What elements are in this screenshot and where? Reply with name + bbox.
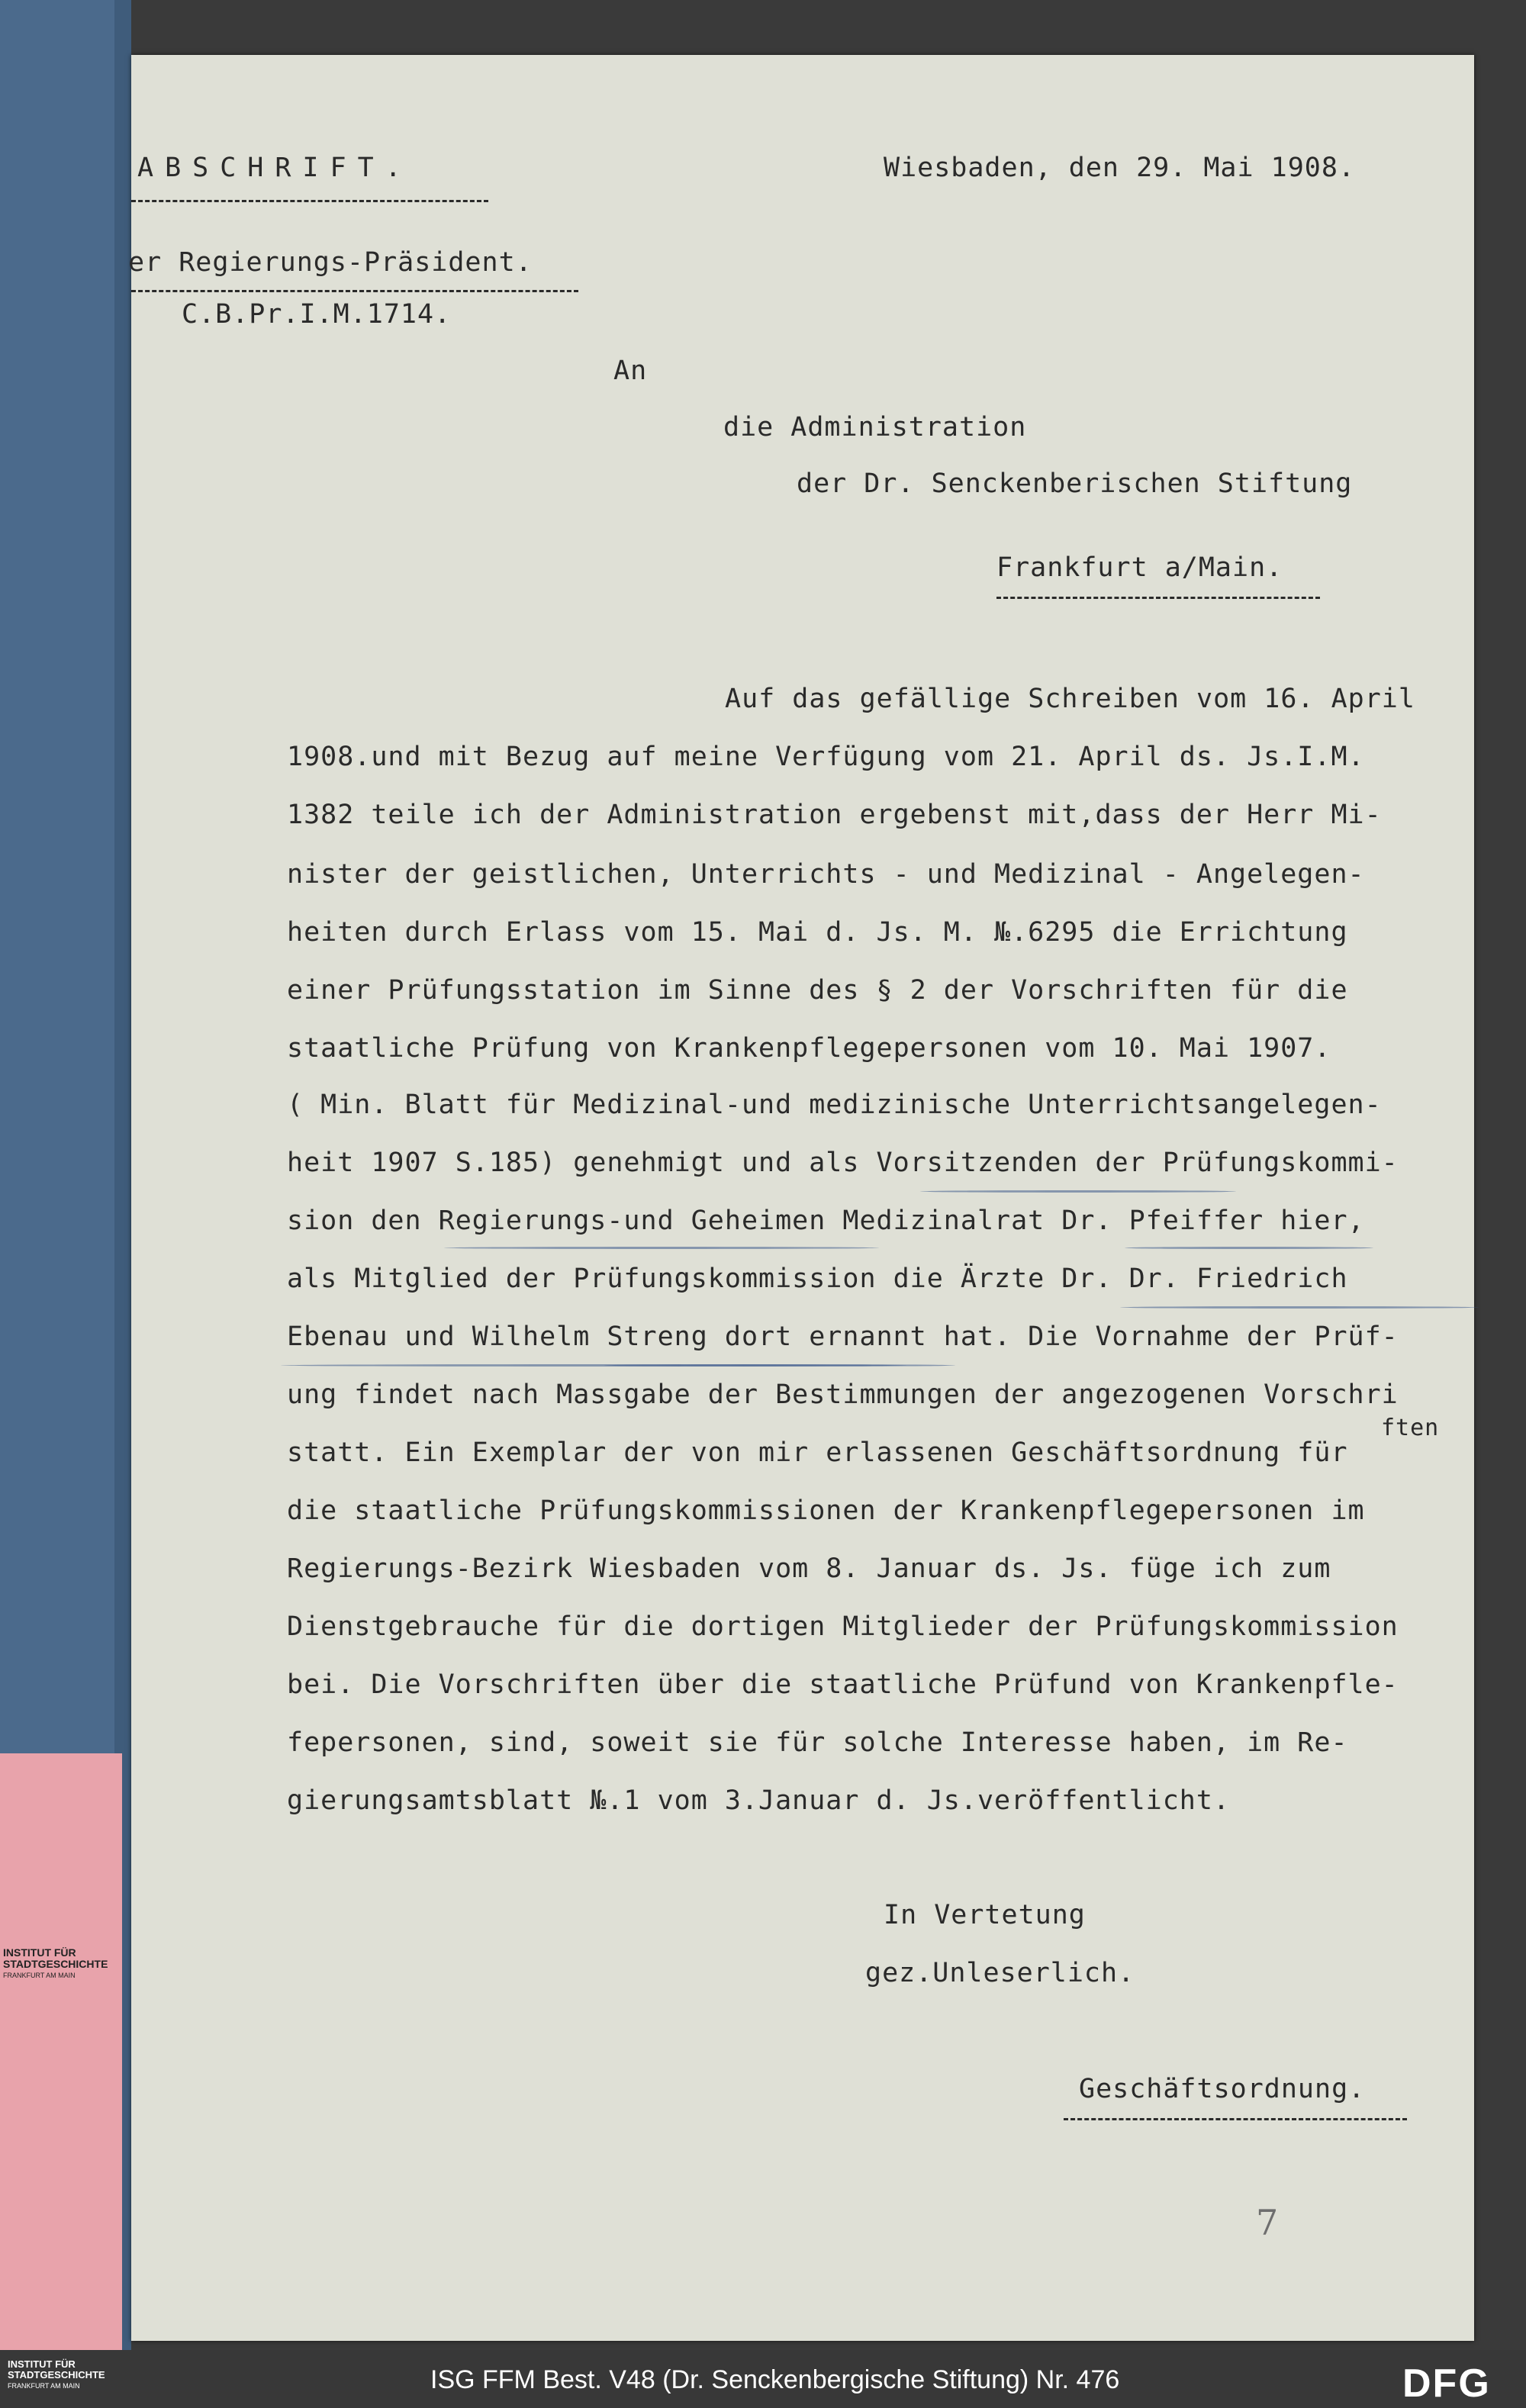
body-line: nister der geistlichen, Unterrichts - und Medizinal - Angelegen-	[287, 859, 1365, 890]
document-page	[128, 55, 1474, 2341]
body-line: Auf das gefällige Schreiben vom 16. April	[725, 684, 1415, 714]
recipient-line-1: die Administration	[723, 412, 1027, 443]
body-line: bei. Die Vorschriften über die staatliche Prüfund von Krankenpfle-	[287, 1669, 1399, 1700]
institution-label-on-tab: INSTITUT FÜR STADTGESCHICHTE FRANKFURT AM MAIN	[3, 1946, 108, 1979]
body-line: Ebenau und Wilhelm Streng dort ernannt hat. Die Vornahme der Prüf-	[287, 1322, 1399, 1352]
pen-underline	[604, 1364, 955, 1367]
attachment-heading: Geschäftsordnung.	[1079, 2074, 1366, 2104]
body-line: heiten durch Erlass vom 15. Mai d. Js. M. №.6295 die Errichtung	[287, 917, 1348, 948]
body-line: als Mitglied der Prüfungskommission die Ärzte Dr. Dr. Friedrich	[287, 1264, 1348, 1294]
archive-caption: ISG FFM Best. V48 (Dr. Senckenbergische Stiftung) Nr. 476	[430, 2365, 1120, 2394]
dfg-logo: DFG	[1402, 2361, 1491, 2406]
place-date: Wiesbaden, den 29. Mai 1908.	[884, 153, 1356, 183]
pink-archive-tab	[0, 1753, 122, 2350]
pen-underline	[1120, 1306, 1479, 1309]
attachment-underline	[1064, 2118, 1407, 2120]
body-line: ung findet nach Massgabe der Bestimmungen der angezogenen Vorschri	[287, 1379, 1399, 1410]
city-underline	[996, 597, 1320, 599]
closing-line-1: In Vertetung	[884, 1900, 1086, 1930]
closing-signature: gez.Unleserlich.	[865, 1958, 1135, 1988]
body-line: ( Min. Blatt für Medizinal-und medizinische Unterrichtsangelegen-	[287, 1090, 1382, 1120]
sender-underline	[131, 290, 578, 292]
body-line: 1382 teile ich der Administration ergebenst mit,dass der Herr Mi-	[287, 800, 1382, 830]
body-line: Regierungs-Bezirk Wiesbaden vom 8. Januar ds. Js. füge ich zum	[287, 1553, 1331, 1584]
body-line: die staatliche Prüfungskommissionen der Krankenpflegepersonen im	[287, 1495, 1365, 1526]
pen-underline	[444, 1247, 879, 1249]
body-line: Dienstgebrauche für die dortigen Mitglieder der Prüfungskommission	[287, 1611, 1399, 1642]
typed-insertion: ften	[1381, 1415, 1440, 1441]
body-line: gierungsamtsblatt №.1 vom 3.Januar d. Js.veröffentlicht.	[287, 1785, 1231, 1816]
body-line: sion den Regierungs-und Geheimen Medizinalrat Dr. Pfeiffer hier,	[287, 1206, 1365, 1236]
title-underline	[131, 200, 488, 202]
body-line: fepersonen, sind, soweit sie für solche Interesse haben, im Re-	[287, 1727, 1348, 1758]
footer-bar	[0, 2350, 1526, 2408]
body-line: heit 1907 S.185) genehmigt und als Vorsitzenden der Prüfungskommi-	[287, 1148, 1399, 1178]
pen-underline	[920, 1190, 1236, 1193]
body-line: staatliche Prüfung von Krankenpflegepersonen vom 10. Mai 1907.	[287, 1033, 1331, 1064]
body-line: einer Prüfungsstation im Sinne des § 2 der Vorschriften für die	[287, 975, 1348, 1006]
sender-office: er Regierungs-Präsident.	[128, 247, 533, 278]
body-line: 1908.und mit Bezug auf meine Verfügung vom 21. April ds. Js.I.M.	[287, 742, 1365, 772]
reference-number: C.B.Pr.I.M.1714.	[182, 299, 452, 330]
body-line: statt. Ein Exemplar der von mir erlassenen Geschäftsordnung für	[287, 1437, 1348, 1468]
document-title: ABSCHRIFT.	[137, 153, 413, 183]
recipient-line-2: der Dr. Senckenberischen Stiftung	[797, 468, 1353, 499]
pen-underline	[1125, 1247, 1373, 1249]
institution-logo: INSTITUT FÜR STADTGESCHICHTE FRANKFURT AM MAIN	[8, 2358, 105, 2390]
salutation: An	[613, 356, 648, 386]
recipient-city: Frankfurt a/Main.	[996, 552, 1283, 583]
handwritten-page-number: 7	[1256, 2202, 1279, 2243]
